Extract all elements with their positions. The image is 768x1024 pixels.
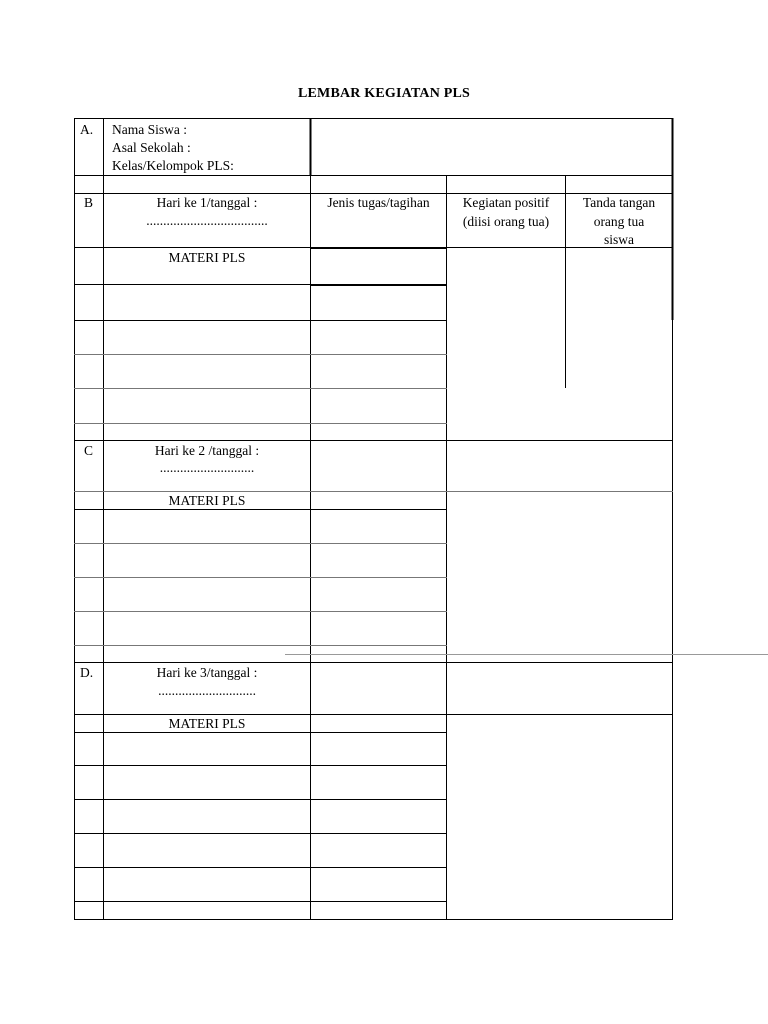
day-3-date-label: Hari ke 3/tanggal :	[156, 665, 258, 680]
day-2-materi-header: MATERI PLS	[168, 493, 246, 508]
day-1-materi-header: MATERI PLS	[168, 250, 246, 265]
page-title: LEMBAR KEGIATAN PLS	[297, 86, 471, 101]
section-c-label: C	[84, 443, 94, 458]
positive-activity-header: Kegiatan positif	[462, 195, 550, 210]
signature-header-line1: Tanda tangan	[582, 195, 656, 210]
day-3-date-blank: .............................	[158, 683, 256, 698]
day-1-date-label: Hari ke 1/tanggal :	[156, 195, 258, 210]
signature-header-line3: siswa	[604, 232, 634, 247]
day-2-date-label: Hari ke 2 /tanggal :	[154, 443, 260, 458]
day-2-date-blank: ............................	[159, 460, 255, 475]
day-1-date-blank: ....................................	[146, 213, 268, 228]
school-origin-field: Asal Sekolah :	[112, 140, 191, 155]
section-b-label: B	[84, 195, 94, 210]
section-d-label: D.	[80, 665, 94, 680]
task-column-header: Jenis tugas/tagihan	[327, 195, 430, 210]
positive-activity-subheader: (diisi orang tua)	[462, 214, 550, 229]
student-name-field: Nama Siswa :	[112, 122, 187, 137]
signature-header-line2: orang tua	[593, 214, 645, 229]
section-a-label: A.	[80, 122, 94, 137]
day-3-materi-header: MATERI PLS	[168, 716, 246, 731]
class-group-field: Kelas/Kelompok PLS:	[112, 158, 234, 173]
